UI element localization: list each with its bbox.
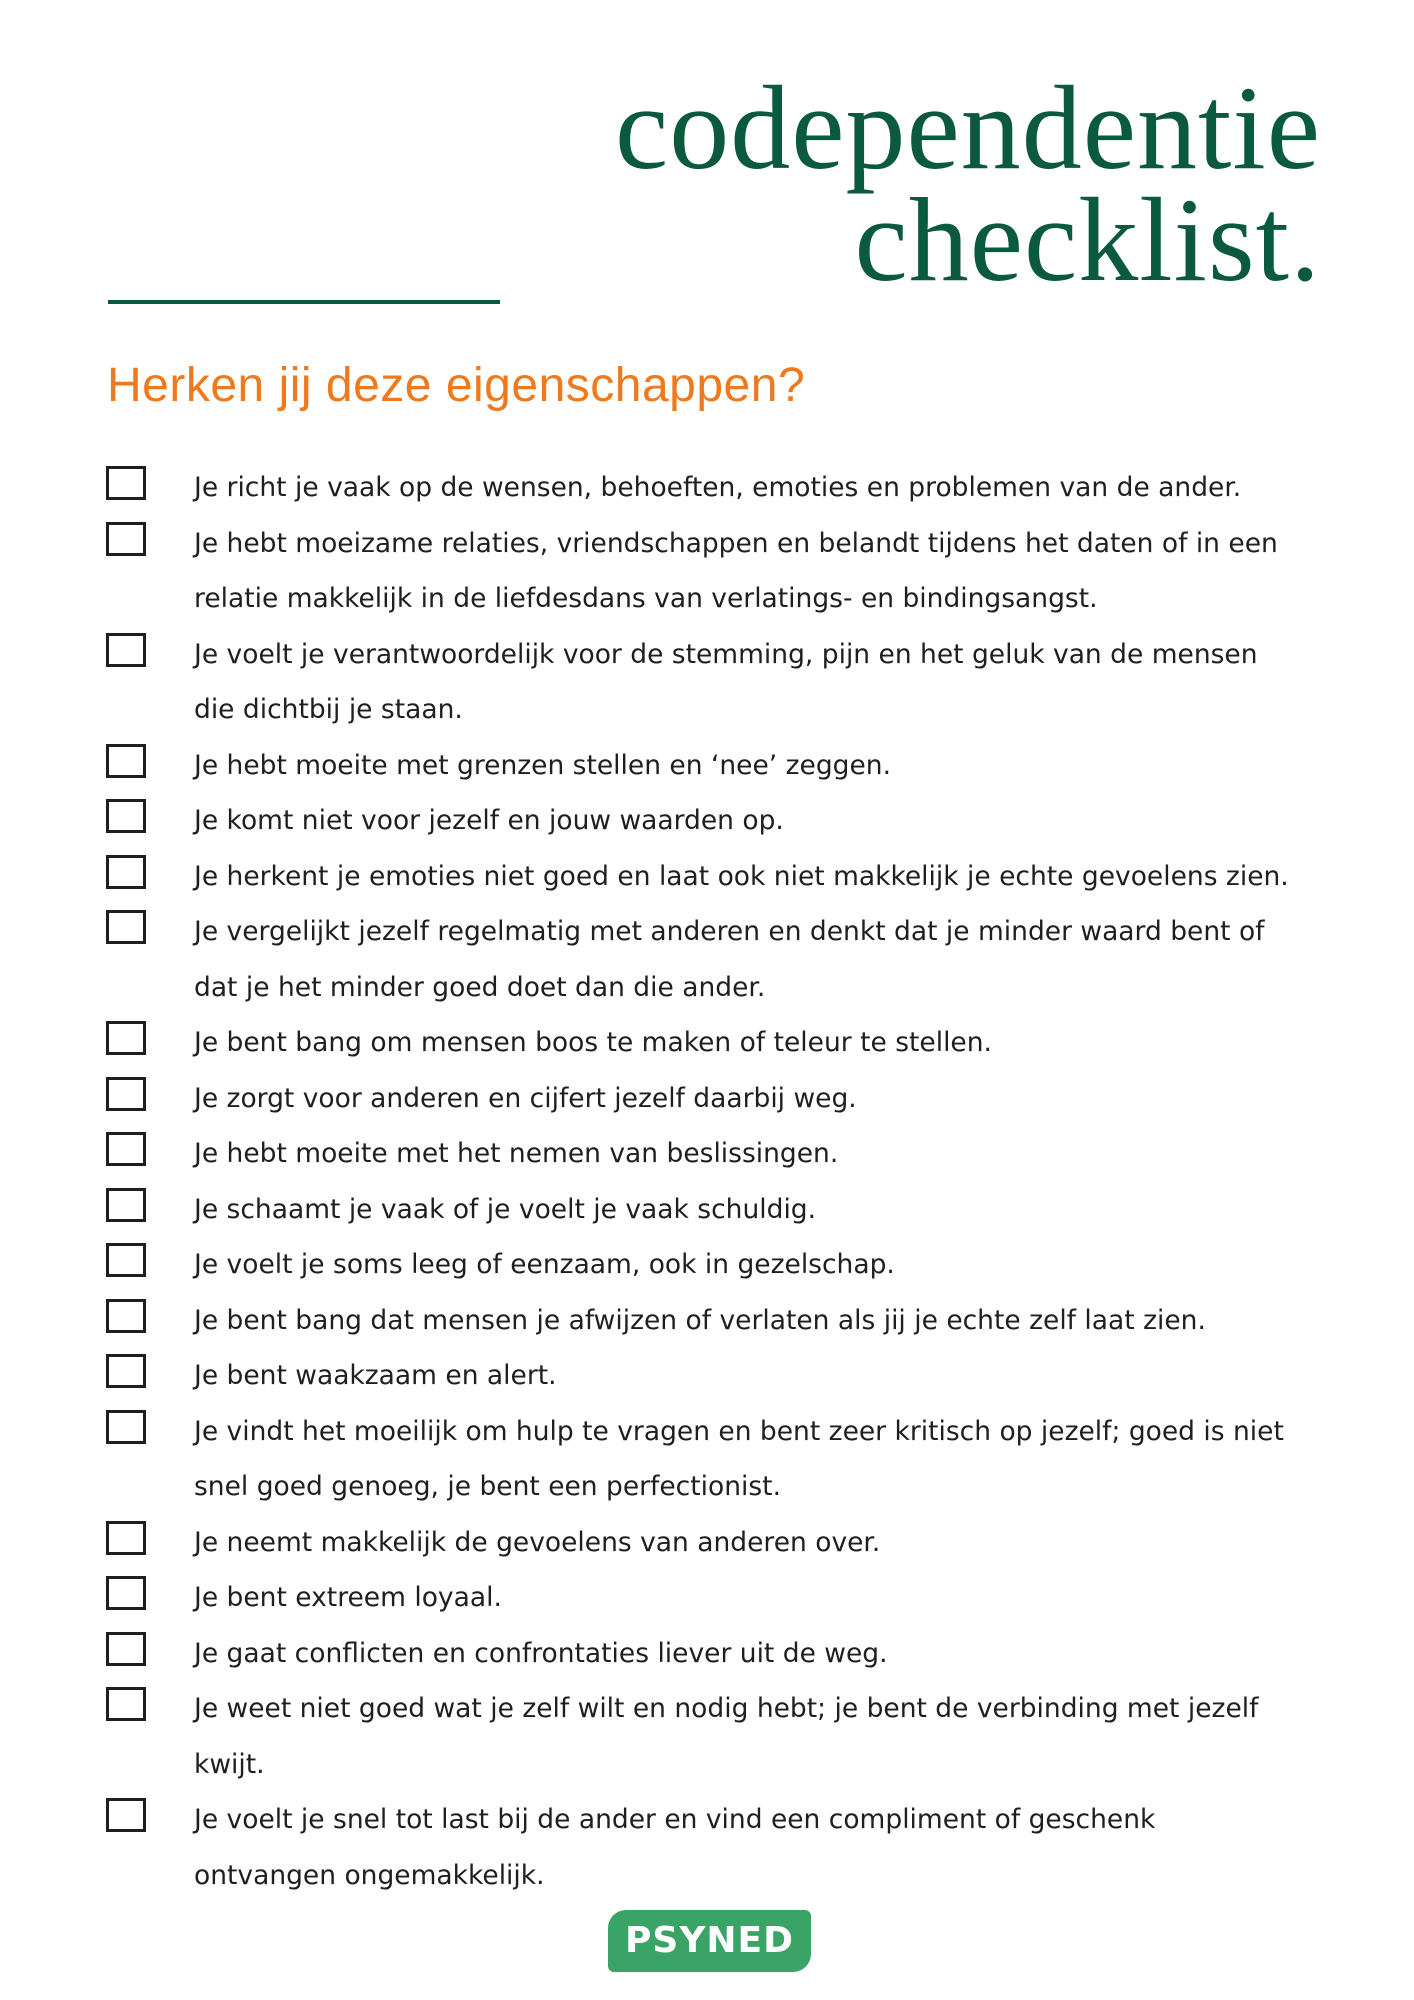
checklist-item-text: Je schaamt je vaak of je voelt je vaak schuldig.: [194, 1193, 817, 1225]
checklist: [106, 460, 1336, 1903]
checkbox[interactable]: [106, 855, 146, 889]
checkbox[interactable]: [106, 1299, 146, 1333]
checklist-item-text: Je neemt makkelijk de gevoelens van anderen over.: [194, 1526, 881, 1558]
checklist-item-text: Je hebt moeizame relaties, vriendschappen en belandt tijdens het daten of in een relatie makkelijk in de liefdesdans van verlatings- en bindingsangst.: [194, 527, 1278, 614]
checklist-item: [106, 1237, 1336, 1293]
logo-text: PSYNED: [625, 1920, 794, 1961]
title-line-1: codependentie: [615, 61, 1321, 194]
checklist-item: [106, 460, 1336, 516]
checklist-item: [106, 516, 1336, 627]
checklist-item-text: Je voelt je verantwoordelijk voor de stemming, pijn en het geluk van de mensen die dichtbij je staan.: [194, 638, 1258, 725]
checklist-item: [106, 1015, 1336, 1071]
checklist-item: [106, 1293, 1336, 1349]
checklist-item: [106, 627, 1336, 738]
checklist-item: [106, 1182, 1336, 1238]
checkbox[interactable]: [106, 466, 146, 500]
checklist-item-text: Je vindt het moeilijk om hulp te vragen en bent zeer kritisch op jezelf; goed is niet snel goed genoeg, je bent een perfectionist.: [194, 1415, 1284, 1502]
checkbox[interactable]: [106, 744, 146, 778]
psyned-logo: [608, 1910, 811, 1972]
checklist-item: [106, 1570, 1336, 1626]
title-divider: [108, 300, 500, 304]
checklist-item-text: Je hebt moeite met grenzen stellen en ‘nee’ zeggen.: [194, 749, 892, 781]
checkbox[interactable]: [106, 910, 146, 944]
checklist-item-text: Je bent bang dat mensen je afwijzen of verlaten als jij je echte zelf laat zien.: [194, 1304, 1206, 1336]
checkbox[interactable]: [106, 1576, 146, 1610]
title-line-2: checklist.: [854, 173, 1321, 306]
checkbox[interactable]: [106, 1243, 146, 1277]
checkbox[interactable]: [106, 1687, 146, 1721]
checkbox[interactable]: [106, 1798, 146, 1832]
checklist-item: [106, 904, 1336, 1015]
checkbox[interactable]: [106, 522, 146, 556]
checklist-item-text: Je zorgt voor anderen en cijfert jezelf daarbij weg.: [194, 1082, 857, 1114]
page-title: [615, 61, 1321, 306]
checklist-item: [106, 1626, 1336, 1682]
subtitle: Herken jij deze eigenschappen?: [107, 359, 806, 412]
checkbox[interactable]: [106, 1521, 146, 1555]
checklist-item: [106, 1071, 1336, 1127]
checklist-item-text: Je bent waakzaam en alert.: [194, 1360, 557, 1391]
checklist-item-text: Je voelt je soms leeg of eenzaam, ook in gezelschap.: [194, 1249, 895, 1280]
checklist-item-text: Je bent bang om mensen boos te maken of teleur te stellen.: [194, 1027, 992, 1058]
checkbox[interactable]: [106, 633, 146, 667]
checklist-item-text: Je herkent je emoties niet goed en laat ook niet makkelijk je echte gevoelens zien.: [194, 860, 1289, 892]
checklist-item-text: Je weet niet goed wat je zelf wilt en nodig hebt; je bent de verbinding met jezelf kwijt.: [194, 1693, 1259, 1780]
checkbox[interactable]: [106, 1077, 146, 1111]
checkbox[interactable]: [106, 1410, 146, 1444]
checklist-item-text: Je hebt moeite met het nemen van beslissingen.: [194, 1138, 839, 1169]
checklist-item: [106, 1348, 1336, 1404]
checklist-item-text: Je vergelijkt jezelf regelmatig met anderen en denkt dat je minder waard bent of dat je het minder goed doet dan die ander.: [194, 916, 1265, 1003]
checklist-item: [106, 1126, 1336, 1182]
checklist-item: [106, 1681, 1336, 1792]
checkbox[interactable]: [106, 799, 146, 833]
checkbox[interactable]: [106, 1021, 146, 1055]
checklist-item: [106, 1792, 1336, 1903]
checklist-item-text: Je bent extreem loyaal.: [194, 1582, 502, 1613]
checklist-item: [106, 849, 1336, 905]
checkbox[interactable]: [106, 1188, 146, 1222]
checkbox[interactable]: [106, 1132, 146, 1166]
checklist-item: [106, 1515, 1336, 1571]
checklist-item-text: Je gaat conflicten en confrontaties liever uit de weg.: [194, 1637, 888, 1669]
checkbox[interactable]: [106, 1354, 146, 1388]
checklist-item: [106, 793, 1336, 849]
checkbox[interactable]: [106, 1632, 146, 1666]
checklist-item-text: Je voelt je snel tot last bij de ander en vind een compliment of geschenk ontvangen ongemakkelijk.: [194, 1804, 1156, 1891]
checklist-item-text: Je komt niet voor jezelf en jouw waarden op.: [194, 805, 784, 836]
checklist-item: [106, 738, 1336, 794]
checklist-item-text: Je richt je vaak op de wensen, behoeften, emoties en problemen van de ander.: [194, 472, 1242, 503]
checklist-item: [106, 1404, 1336, 1515]
